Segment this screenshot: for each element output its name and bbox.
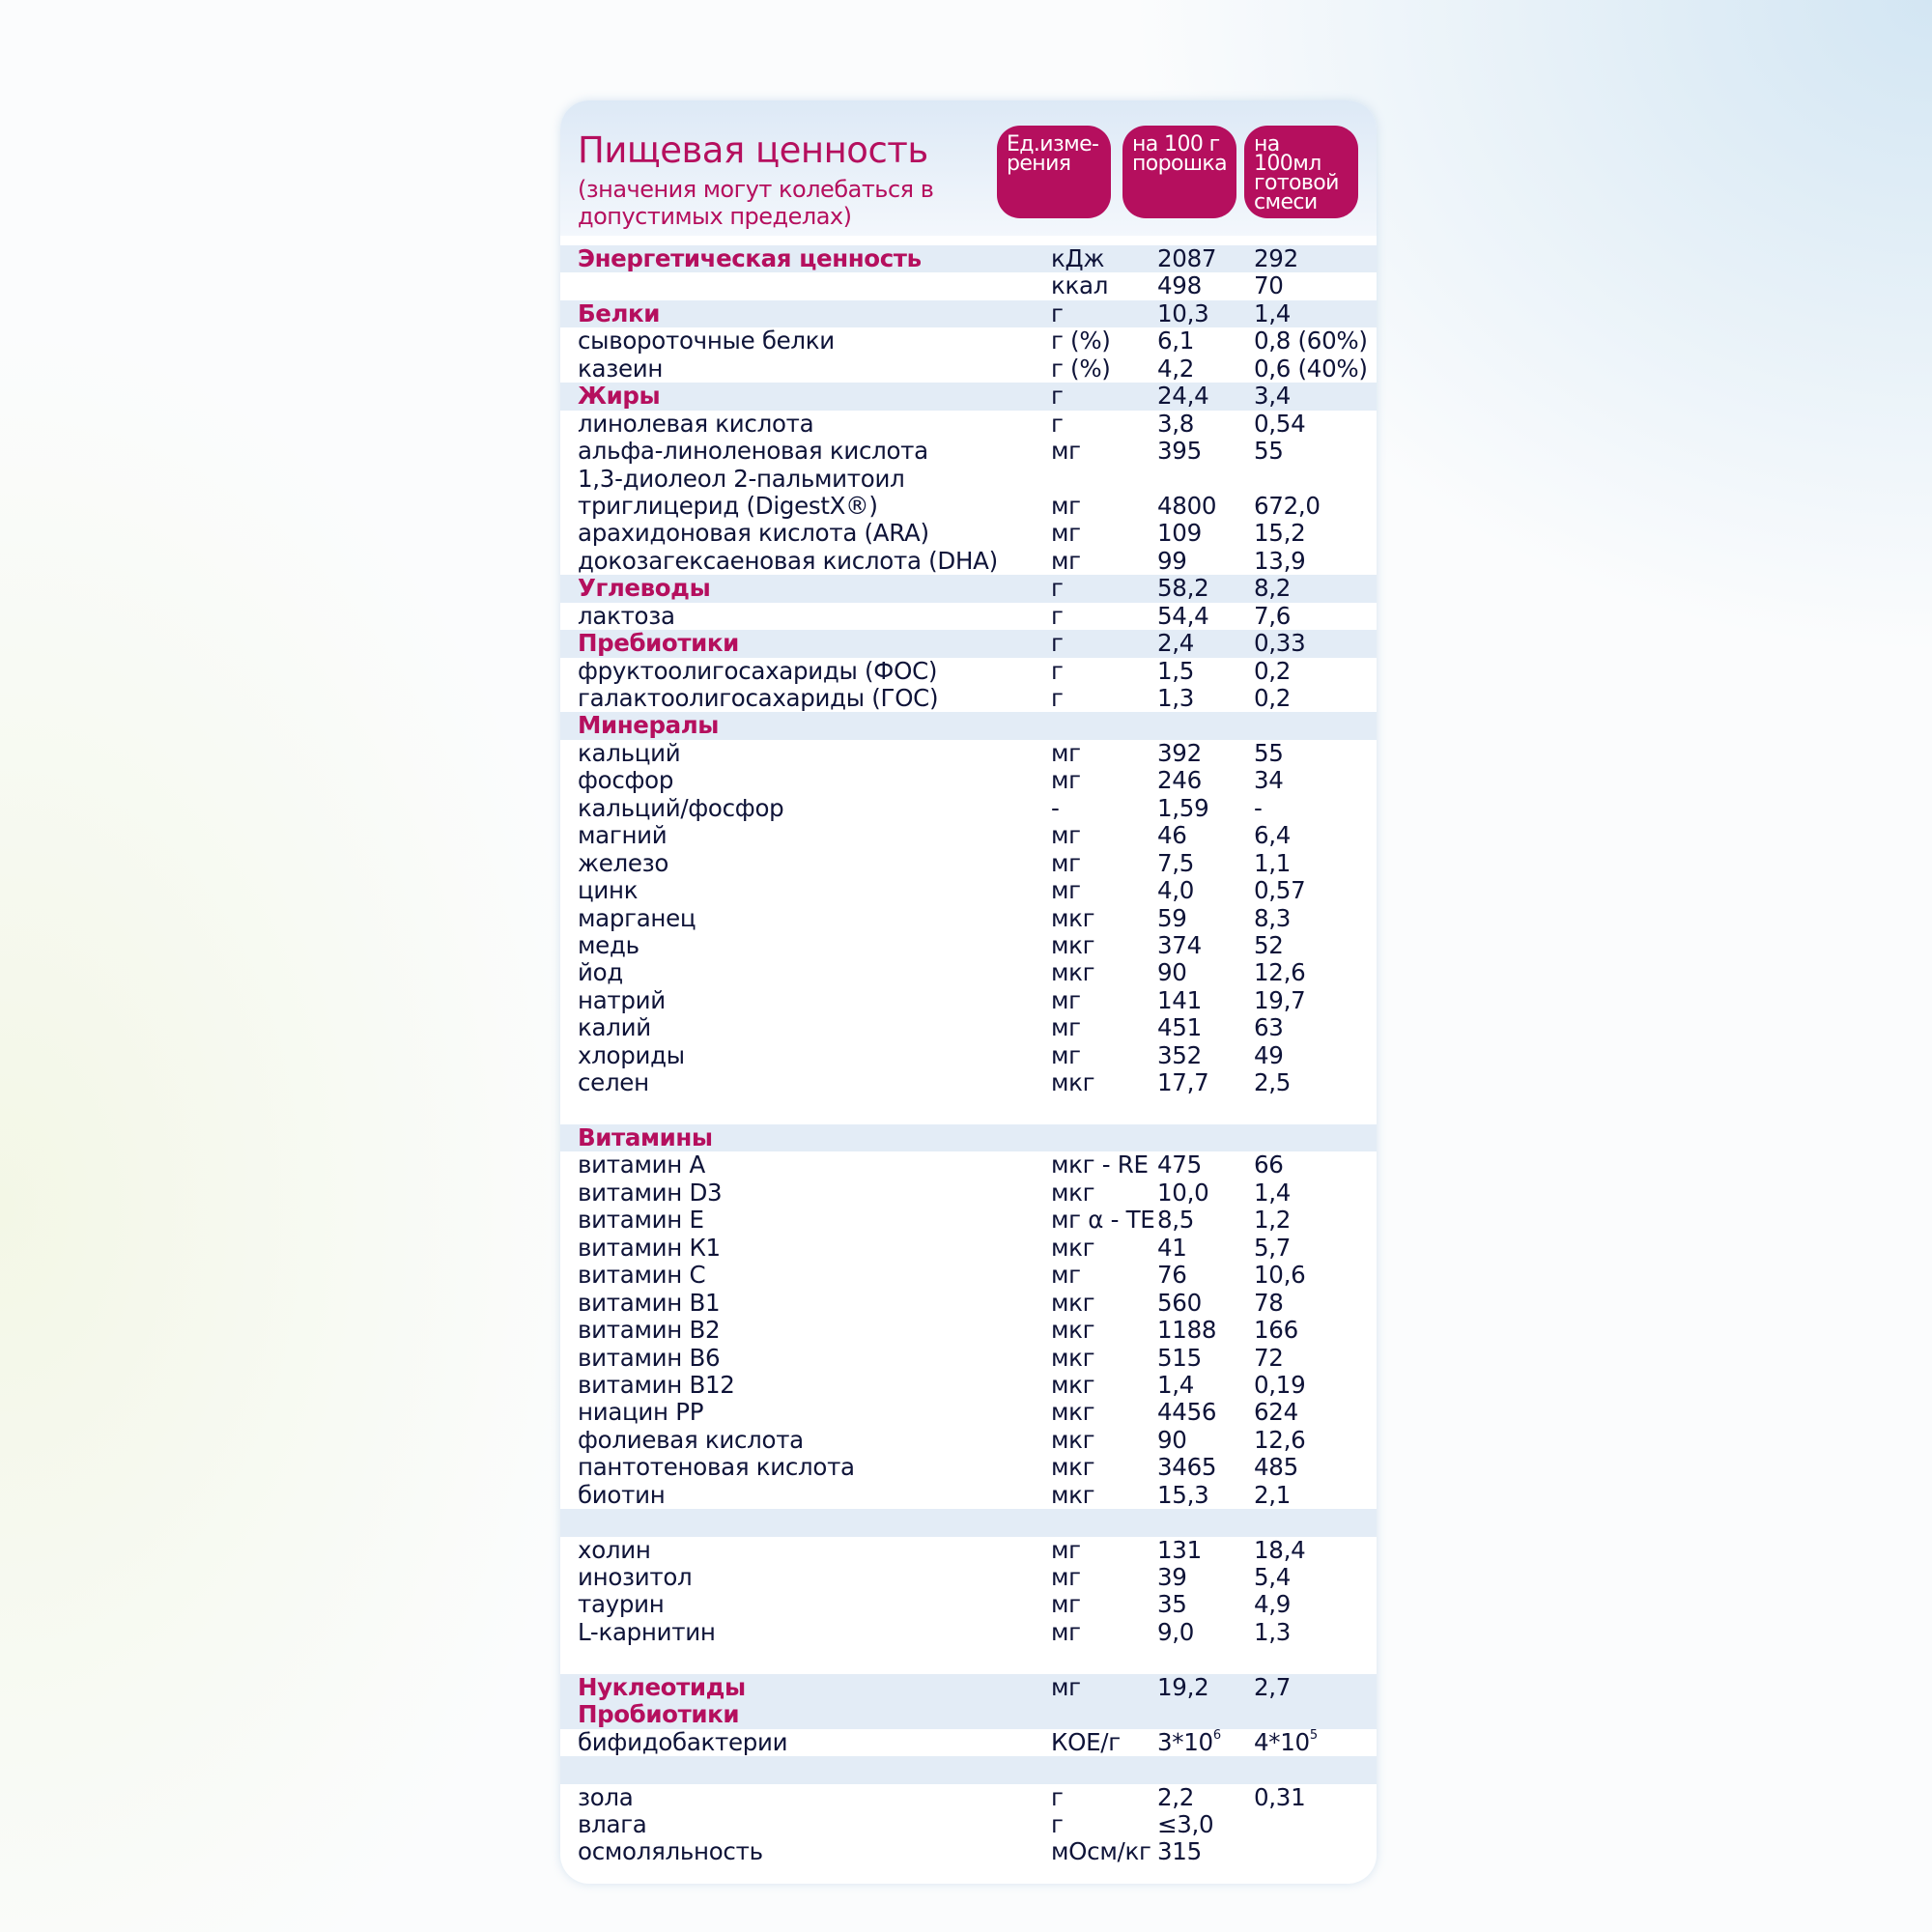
table-row	[560, 1262, 1377, 1289]
value-per-100g: 131	[1157, 1535, 1202, 1564]
nutrient-name: ниацин РР	[578, 1398, 704, 1427]
nutrient-name: Углеводы	[578, 574, 711, 603]
nutrient-name: бифидобактерии	[578, 1727, 788, 1756]
value-per-100g: ≤3,0	[1157, 1809, 1214, 1838]
nutrient-name: зола	[578, 1782, 634, 1811]
value-per-100g: 2087	[1157, 244, 1217, 272]
value-per-100ml: 1,2	[1254, 1206, 1292, 1235]
value-per-100ml: 166	[1254, 1316, 1298, 1345]
unit-cell: г	[1051, 1782, 1064, 1811]
table-row	[560, 1756, 1377, 1783]
nutrient-name: витамин К1	[578, 1233, 721, 1262]
value-per-100g: 352	[1157, 1040, 1202, 1069]
unit-cell: -	[1051, 793, 1060, 822]
value-per-100ml: 19,7	[1254, 985, 1306, 1014]
value-per-100ml: 12,6	[1254, 1425, 1306, 1454]
value-per-100g: 99	[1157, 546, 1187, 575]
nutrient-name: витамин С	[578, 1261, 706, 1290]
value-per-100g: 315	[1157, 1837, 1202, 1866]
category-row	[560, 712, 1377, 739]
table-row	[560, 493, 1377, 520]
value-per-100g: 4,0	[1157, 876, 1195, 905]
unit-cell: мкг	[1051, 1316, 1095, 1345]
table-row	[560, 905, 1377, 932]
category-row	[560, 575, 1377, 602]
column-header-per-100ml: на 100мл готовой смеси	[1244, 126, 1358, 218]
value-per-100g: 6,1	[1157, 327, 1195, 355]
table-row	[560, 1097, 1377, 1124]
unit-cell: кДж	[1051, 244, 1105, 272]
table-row	[560, 1345, 1377, 1372]
nutrient-name: Нуклеотиды	[578, 1672, 746, 1701]
unit-cell: ккал	[1051, 271, 1109, 300]
nutrient-name: Витамины	[578, 1123, 713, 1151]
value-per-100g: 392	[1157, 738, 1202, 767]
unit-cell: мг	[1051, 519, 1081, 548]
nutrient-name: Энергетическая ценность	[578, 244, 922, 272]
unit-cell: мг	[1051, 1590, 1081, 1619]
table-row	[560, 1811, 1377, 1838]
nutrient-name: магний	[578, 821, 668, 850]
unit-cell: мг	[1051, 1013, 1081, 1042]
value-per-100g: 58,2	[1157, 574, 1209, 603]
value-per-100ml: 5,4	[1254, 1563, 1292, 1591]
table-row	[560, 1564, 1377, 1591]
value-per-100ml: 0,19	[1254, 1370, 1306, 1399]
unit-cell: мг	[1051, 491, 1081, 520]
table-row	[560, 822, 1377, 849]
table-row	[560, 850, 1377, 877]
table-row	[560, 411, 1377, 438]
value-per-100ml: -	[1254, 793, 1263, 822]
nutrient-name: Пробиотики	[578, 1700, 740, 1729]
table-row	[560, 438, 1377, 465]
value-per-100g: 4800	[1157, 491, 1217, 520]
value-per-100g: 109	[1157, 519, 1202, 548]
value-per-100g: 17,7	[1157, 1068, 1209, 1097]
value-per-100g: 39	[1157, 1563, 1187, 1591]
unit-cell: г (%)	[1051, 327, 1111, 355]
category-row	[560, 1674, 1377, 1701]
value-per-100ml: 0,2	[1254, 656, 1292, 685]
nutrient-name: арахидоновая кислота (ARA)	[578, 519, 929, 548]
table-row	[560, 1729, 1377, 1756]
value-per-100ml: 10,6	[1254, 1261, 1306, 1290]
nutrient-name: фруктоолигосахариды (ФОС)	[578, 656, 938, 685]
nutrient-name: натрий	[578, 985, 666, 1014]
nutrient-name: влага	[578, 1809, 647, 1838]
nutrient-name: биотин	[578, 1480, 666, 1509]
nutrient-name: осмоляльность	[578, 1837, 763, 1866]
nutrition-table	[560, 245, 1377, 1866]
table-row	[560, 987, 1377, 1014]
unit-cell: мг	[1051, 766, 1081, 795]
value-per-100ml: 0,6 (40%)	[1254, 354, 1368, 383]
value-per-100g: 498	[1157, 271, 1202, 300]
value-per-100ml: 672,0	[1254, 491, 1321, 520]
value-per-100g: 1188	[1157, 1316, 1217, 1345]
value-per-100ml: 66	[1254, 1151, 1284, 1179]
table-row	[560, 1646, 1377, 1673]
table-row	[560, 1591, 1377, 1618]
unit-cell: мг	[1051, 738, 1081, 767]
category-row	[560, 1124, 1377, 1151]
table-row	[560, 1014, 1377, 1041]
table-row	[560, 1042, 1377, 1069]
value-per-100g: 7,5	[1157, 848, 1195, 877]
unit-cell: мкг	[1051, 1480, 1095, 1509]
nutrient-name: лактоза	[578, 601, 675, 630]
value-per-100g: 90	[1157, 1425, 1187, 1454]
unit-cell: мг	[1051, 985, 1081, 1014]
value-per-100ml: 485	[1254, 1453, 1298, 1482]
value-per-100g: 15,3	[1157, 1480, 1209, 1509]
value-per-100g: 1,59	[1157, 793, 1209, 822]
unit-cell: мг	[1051, 1672, 1081, 1701]
table-row	[560, 932, 1377, 959]
unit-cell: мг	[1051, 437, 1081, 466]
nutrient-name: витамин D3	[578, 1178, 723, 1207]
value-per-100g: 35	[1157, 1590, 1187, 1619]
value-per-100ml: 78	[1254, 1288, 1284, 1317]
nutrient-name: Белки	[578, 298, 661, 327]
page-subtitle: (значения могут колебаться в допустимых пределах)	[578, 176, 934, 230]
table-row	[560, 355, 1377, 383]
value-per-100ml: 49	[1254, 1040, 1284, 1069]
unit-cell: мкг	[1051, 1425, 1095, 1454]
value-per-100ml: 1,1	[1254, 848, 1292, 877]
unit-cell: мкг	[1051, 958, 1095, 987]
table-row	[560, 520, 1377, 547]
table-row	[560, 1399, 1377, 1426]
unit-cell: мкг	[1051, 1178, 1095, 1207]
column-header-unit: Ед.изме- рения	[997, 126, 1111, 218]
unit-cell: мкг	[1051, 1370, 1095, 1399]
value-per-100g: 3465	[1157, 1453, 1217, 1482]
nutrient-name: докозагексаеновая кислота (DHA)	[578, 546, 998, 575]
unit-cell: мкг	[1051, 1233, 1095, 1262]
nutrient-name: калий	[578, 1013, 651, 1042]
unit-cell: мкг	[1051, 1453, 1095, 1482]
value-per-100g: 4456	[1157, 1398, 1217, 1427]
table-row	[560, 767, 1377, 794]
value-per-100g: 10,0	[1157, 1178, 1209, 1207]
value-per-100ml: 72	[1254, 1343, 1284, 1372]
unit-cell: мг α - ТЕ	[1051, 1206, 1155, 1235]
table-row	[560, 1509, 1377, 1536]
unit-cell: мг	[1051, 848, 1081, 877]
nutrient-name: Жиры	[578, 382, 661, 411]
value-per-100g: 475	[1157, 1151, 1202, 1179]
table-row	[560, 272, 1377, 299]
value-per-100ml: 34	[1254, 766, 1284, 795]
value-per-100g: 59	[1157, 903, 1187, 932]
value-per-100ml: 55	[1254, 437, 1284, 466]
nutrient-name: галактоолигосахариды (ГОС)	[578, 684, 939, 712]
category-row	[560, 630, 1377, 657]
nutrient-name: йод	[578, 958, 623, 987]
nutrient-name: витамин В12	[578, 1370, 735, 1399]
value-per-100g: 1,3	[1157, 684, 1195, 712]
value-per-100g: 24,4	[1157, 382, 1209, 411]
table-row	[560, 327, 1377, 355]
value-per-100ml: 2,1	[1254, 1480, 1292, 1509]
value-per-100g: 90	[1157, 958, 1187, 987]
nutrition-panel	[560, 100, 1377, 1884]
value-per-100g: 451	[1157, 1013, 1202, 1042]
value-per-100ml: 70	[1254, 271, 1284, 300]
table-row	[560, 1838, 1377, 1865]
nutrient-name: фосфор	[578, 766, 674, 795]
table-row	[560, 603, 1377, 630]
category-row	[560, 1701, 1377, 1728]
nutrient-name: L-карнитин	[578, 1617, 716, 1646]
value-per-100g: $3*10^6$	[1157, 1727, 1221, 1756]
value-per-100g: 560	[1157, 1288, 1202, 1317]
value-per-100g: 374	[1157, 930, 1202, 959]
nutrient-name: железо	[578, 848, 669, 877]
unit-cell: г	[1051, 298, 1064, 327]
table-row	[560, 1427, 1377, 1454]
value-per-100g: 8,5	[1157, 1206, 1195, 1235]
value-per-100ml: 8,3	[1254, 903, 1292, 932]
nutrient-name: медь	[578, 930, 639, 959]
table-row	[560, 658, 1377, 685]
value-per-100ml: 3,4	[1254, 382, 1292, 411]
nutrient-name: витамин В1	[578, 1288, 721, 1317]
category-row	[560, 300, 1377, 327]
value-per-100ml: 1,4	[1254, 298, 1292, 327]
unit-cell: мкг	[1051, 930, 1095, 959]
table-row	[560, 1482, 1377, 1509]
unit-cell: мг	[1051, 546, 1081, 575]
table-row	[560, 1207, 1377, 1234]
exponent: 5	[1309, 1728, 1318, 1744]
unit-cell: мг	[1051, 1261, 1081, 1290]
value-per-100g: 9,0	[1157, 1617, 1195, 1646]
unit-cell: г	[1051, 656, 1064, 685]
value-per-100ml: $4*10^5$	[1254, 1727, 1318, 1756]
value-per-100ml: 0,33	[1254, 629, 1306, 658]
column-header-per-100g: на 100 г порошка	[1122, 126, 1236, 218]
unit-cell: мОсм/кг	[1051, 1837, 1151, 1866]
value-per-100g: 1,4	[1157, 1370, 1195, 1399]
value-per-100ml: 0,54	[1254, 409, 1306, 438]
value-per-100ml: 63	[1254, 1013, 1284, 1042]
table-row	[560, 548, 1377, 575]
table-row	[560, 1619, 1377, 1646]
nutrient-name: казеин	[578, 354, 664, 383]
table-row	[560, 1372, 1377, 1399]
table-row	[560, 1069, 1377, 1096]
unit-cell: мг	[1051, 1535, 1081, 1564]
nutrient-name: витамин А	[578, 1151, 705, 1179]
table-row	[560, 795, 1377, 822]
category-row	[560, 383, 1377, 410]
nutrient-name: хлориды	[578, 1040, 685, 1069]
nutrient-name: селен	[578, 1068, 649, 1097]
nutrient-name: кальций/фосфор	[578, 793, 784, 822]
unit-cell: г	[1051, 409, 1064, 438]
nutrient-name: витамин В6	[578, 1343, 721, 1372]
category-row	[560, 245, 1377, 272]
table-row	[560, 466, 1377, 493]
value-per-100ml: 1,4	[1254, 1178, 1292, 1207]
unit-cell: мг	[1051, 821, 1081, 850]
value-per-100ml: 15,2	[1254, 519, 1306, 548]
unit-cell: г	[1051, 629, 1064, 658]
table-row	[560, 1454, 1377, 1481]
value-per-100g: 515	[1157, 1343, 1202, 1372]
nutrient-name: Пребиотики	[578, 629, 739, 658]
unit-cell: мкг	[1051, 1343, 1095, 1372]
nutrient-name: таурин	[578, 1590, 665, 1619]
page-title: Пищевая ценность	[578, 129, 928, 171]
unit-cell: г	[1051, 382, 1064, 411]
value-per-100g: 395	[1157, 437, 1202, 466]
value-per-100g: 10,3	[1157, 298, 1209, 327]
value-per-100g: 2,2	[1157, 1782, 1195, 1811]
unit-cell: г	[1051, 574, 1064, 603]
unit-cell: мкг - RE	[1051, 1151, 1149, 1179]
table-row	[560, 1235, 1377, 1262]
value-per-100g: 4,2	[1157, 354, 1195, 383]
table-row	[560, 1537, 1377, 1564]
value-per-100ml: 0,31	[1254, 1782, 1306, 1811]
nutrient-name: витамин Е	[578, 1206, 704, 1235]
table-row	[560, 740, 1377, 767]
value-per-100ml: 0,57	[1254, 876, 1306, 905]
unit-cell: г	[1051, 601, 1064, 630]
value-per-100g: 19,2	[1157, 1672, 1209, 1701]
unit-cell: мг	[1051, 1617, 1081, 1646]
nutrient-name: линолевая кислота	[578, 409, 814, 438]
unit-cell: г	[1051, 1809, 1064, 1838]
unit-cell: г (%)	[1051, 354, 1111, 383]
unit-cell: мг	[1051, 876, 1081, 905]
table-row	[560, 685, 1377, 712]
unit-cell: мкг	[1051, 1068, 1095, 1097]
unit-cell: г	[1051, 684, 1064, 712]
nutrient-name: пантотеновая кислота	[578, 1453, 855, 1482]
value-per-100ml: 0,8 (60%)	[1254, 327, 1368, 355]
unit-cell: мг	[1051, 1040, 1081, 1069]
unit-cell: мкг	[1051, 903, 1095, 932]
value-per-100ml: 292	[1254, 244, 1298, 272]
value-per-100ml: 18,4	[1254, 1535, 1306, 1564]
value-per-100g: 1,5	[1157, 656, 1195, 685]
value-per-100ml: 2,7	[1254, 1672, 1292, 1701]
unit-cell: КОЕ/г	[1051, 1727, 1121, 1756]
nutrient-name: Минералы	[578, 711, 720, 740]
value-per-100ml: 5,7	[1254, 1233, 1292, 1262]
value-per-100g: 46	[1157, 821, 1187, 850]
value-per-100ml: 7,6	[1254, 601, 1292, 630]
nutrient-name: сывороточные белки	[578, 327, 835, 355]
nutrient-name: цинк	[578, 876, 639, 905]
value-per-100ml: 12,6	[1254, 958, 1306, 987]
value-per-100g: 54,4	[1157, 601, 1209, 630]
nutrient-name: кальций	[578, 738, 681, 767]
table-row	[560, 877, 1377, 904]
value-per-100ml: 1,3	[1254, 1617, 1292, 1646]
value-per-100ml: 8,2	[1254, 574, 1292, 603]
value-per-100ml: 52	[1254, 930, 1284, 959]
value-per-100g: 141	[1157, 985, 1202, 1014]
value-per-100g: 246	[1157, 766, 1202, 795]
table-row	[560, 1151, 1377, 1179]
nutrient-name: витамин В2	[578, 1316, 721, 1345]
nutrient-name: фолиевая кислота	[578, 1425, 804, 1454]
nutrient-name: марганец	[578, 903, 696, 932]
value-per-100ml: 6,4	[1254, 821, 1292, 850]
value-per-100g: 2,4	[1157, 629, 1195, 658]
table-row	[560, 1317, 1377, 1344]
value-per-100g: 76	[1157, 1261, 1187, 1290]
nutrient-name: холин	[578, 1535, 651, 1564]
value-per-100ml: 624	[1254, 1398, 1298, 1427]
value-per-100ml: 13,9	[1254, 546, 1306, 575]
value-per-100g: 41	[1157, 1233, 1187, 1262]
nutrient-name: триглицерид (DigestX®)	[578, 491, 878, 520]
table-row	[560, 1290, 1377, 1317]
value-per-100ml: 4,9	[1254, 1590, 1292, 1619]
value-per-100g: 3,8	[1157, 409, 1195, 438]
nutrient-name: инозитол	[578, 1563, 693, 1591]
unit-cell: мкг	[1051, 1398, 1095, 1427]
exponent: 6	[1212, 1728, 1221, 1744]
table-row	[560, 1784, 1377, 1811]
value-per-100ml: 0,2	[1254, 684, 1292, 712]
value-per-100ml: 55	[1254, 738, 1284, 767]
nutrient-name: 1,3-диолеол 2-пальмитоил	[578, 464, 905, 493]
value-per-100ml: 2,5	[1254, 1068, 1292, 1097]
table-row	[560, 1179, 1377, 1207]
nutrient-name: альфа-линоленовая кислота	[578, 437, 928, 466]
unit-cell: мкг	[1051, 1288, 1095, 1317]
table-row	[560, 959, 1377, 986]
unit-cell: мг	[1051, 1563, 1081, 1591]
